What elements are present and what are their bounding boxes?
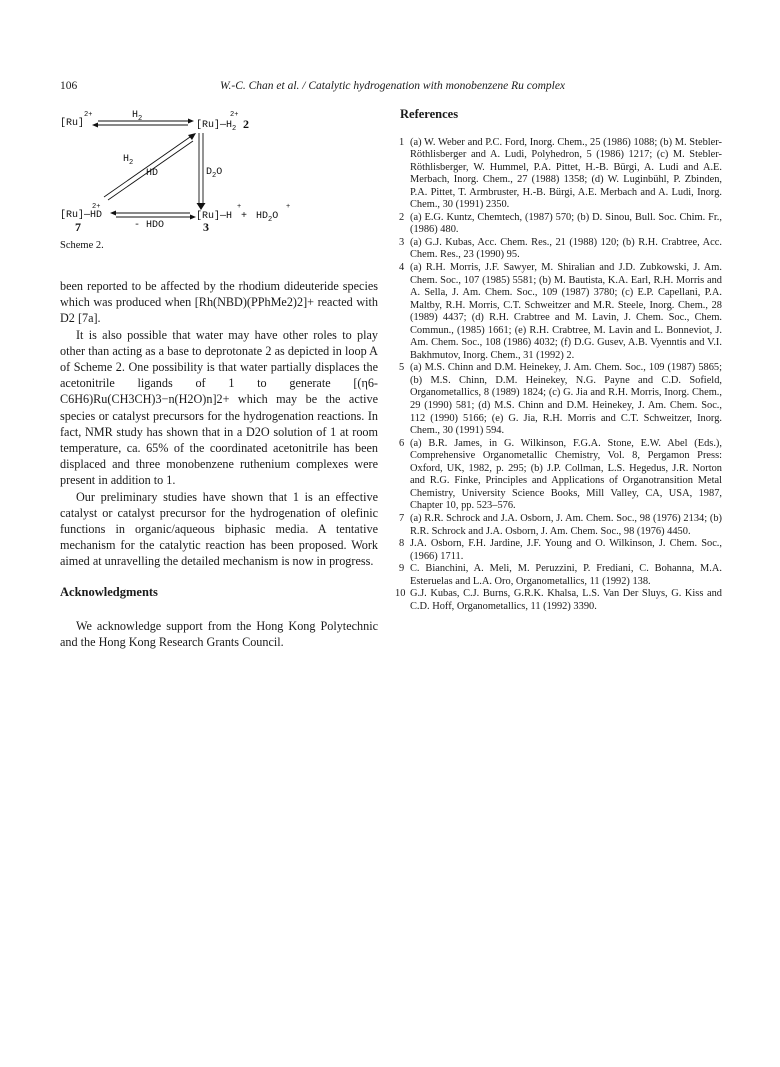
reference-text: (a) M.S. Chinn and D.M. Heinekey, J. Am. Chem. Soc., 109 (1987) 5865; (b) M.S. Chinn, D.M. Heinekey, N.G. Payne and C.D. Sofield, Organometallics, 8 (1989) 1824; (c) G. Jia and R.H. Morris, Inorg. Chem., 29 (1990) 581; (d) M.S. Chinn and D.M. Heinekey, J. Am. Chem. Soc., 112 (1990) 5166; (e) G. Jia, R.H. Morris and C.T. Schweitzer, Inorg. Chem., 30 (1991) 594. [410, 362, 722, 437]
ru-h-label: [Ru]—H [196, 211, 233, 222]
ru-label: [Ru] [60, 118, 85, 129]
charge-label: + [237, 203, 242, 211]
charge-label: + [286, 203, 291, 211]
reference-item [400, 237, 722, 262]
reference-number: 9 [399, 563, 405, 575]
top-equilibrium-arrow [92, 119, 194, 128]
reference-number: 5 [399, 362, 405, 374]
reference-number: 3 [399, 236, 405, 248]
scheme-caption: Scheme 2. [60, 240, 104, 251]
references-column [395, 107, 722, 613]
reference-text: (a) R.H. Morris, J.F. Sawyer, M. Shiralian and J.D. Zubkowski, J. Am. Chem. Soc., 107 (1985) 5581; (b) M. Bautista, K.A. Earl, R.H. Morris and A. Sella, J. Am. Chem. Soc., 109 (1987) 3780; (c) E.P. Capellani, P.A. Maltby, R.H. Morris, C.T. Schweitzer and M.R. Steele, Inorg. Chem., 28 (1989) 4437; (d) R.H. Crabtree and M. Lavin, J. Chem. Soc., Chem. Commun., (1985) 1661; (e) R.H. Crabtree, M. Lavin and L. Bonneviot, J. Am. Chem. Soc., 108 (1986) 4032; (f) D.G. Gusev, A.B. Vyenntis and V.I. Bakhmutov, Inorg. Chem., 31 (1992) 2. [410, 262, 722, 361]
reference-text: (a) R.R. Schrock and J.A. Osborn, J. Am. Chem. Soc., 98 (1976) 2134; (b) R.R. Schrock and J.A. Osborn, J. Am. Chem. Soc., 98 (1976) 4450. [410, 512, 722, 537]
body-paragraph: Our preliminary studies have shown that 1 is an effective catalyst or catalyst precursor for the hydrogenation of olefinic functions in organic/aqueous biphasic media. A tentative mechanism for the catalytic reaction has been proposed. Work aimed at unravelling the detailed mechanism is now in progress. [60, 489, 378, 569]
reference-number: 6 [399, 437, 405, 449]
reference-number: 10 [395, 588, 406, 600]
h2-label: $H_2$ [132, 110, 143, 123]
reference-item [400, 438, 722, 513]
hd2o-label: $HD_2O$ [256, 211, 279, 224]
body-text-column [60, 278, 378, 650]
scheme-2-diagram [60, 107, 380, 257]
body-paragraph: been reported to be affected by the rhodium dideuteride species which was produced when [Rh(NBD)(PPhMe2)2]+ reacted with D2 [7a]. [60, 279, 378, 326]
ru-h-complex [196, 203, 290, 234]
reference-item [400, 362, 722, 437]
reference-text: J.A. Osborn, F.H. Jardine, J.F. Young and O. Wilkinson, J. Chem. Soc., (1966) 1711. [410, 538, 722, 562]
reference-item [400, 538, 722, 563]
compound-number-2: 2 [243, 117, 249, 131]
vertical-arrow [197, 133, 206, 210]
diagonal-arrow [104, 133, 196, 200]
acknowledgments-heading: Acknowledgments [60, 584, 158, 599]
reference-number: 8 [399, 538, 405, 550]
reference-text: G.J. Kubas, C.J. Burns, G.R.K. Khalsa, L.S. Van Der Sluys, G. Kiss and C.D. Hoff, Organometallics, 11 (1992) 3390. [410, 588, 722, 612]
reference-item [400, 212, 722, 237]
reference-number: 1 [399, 136, 405, 148]
bottom-equilibrium-arrow [110, 211, 196, 220]
reference-number: 4 [399, 262, 405, 274]
compound-number-7: 7 [75, 220, 81, 234]
reference-text: C. Bianchini, A. Meli, M. Peruzzini, P. Frediani, C. Bohanna, M.A. Esteruelas and L.A. Oro, Organometallics, 11 (1992) 138. [410, 563, 722, 587]
page-number: 106 [60, 80, 78, 92]
reference-item [400, 513, 722, 538]
reference-text: (a) G.J. Kubas, Acc. Chem. Res., 21 (1988) 120; (b) R.H. Crabtree, Acc. Chem. Res., 23 (1990) 95. [410, 236, 722, 261]
reference-item [400, 563, 722, 588]
reference-item [400, 262, 722, 362]
reference-number: 2 [399, 211, 405, 223]
reference-number: 7 [399, 512, 405, 524]
h2-diag-label: $H_2$ [123, 154, 134, 167]
running-title: W.-C. Chan et al. / Catalytic hydrogenation with monobenzene Ru complex [219, 80, 566, 92]
page-header [60, 80, 725, 96]
reference-item [395, 588, 722, 613]
charge-label: 2+ [230, 111, 239, 119]
reference-item [400, 137, 722, 212]
charge-label: 2+ [92, 203, 101, 211]
reference-text: (a) W. Weber and P.C. Ford, Inorg. Chem., 25 (1986) 1088; (b) M. Stebler-Röthlisberger and A. Ludi, Polyhedron, 5 (1986) 1217; (c) M. Stebler-Röthlisberger, W. Hummel, P.A. Pittet, H.-B. Bürgi, A. Ludi and A.E. Merbach, Inorg. Chem., 27 (1988) 1358; (d) W. Luginbühl, P. Zbinden, P.A. Pittet, T. Armbruster, H.-B. Bürgi, A.E. Merbach and A. Ludi, Inorg. Chem., 30 (1991) 2350. [410, 136, 722, 211]
references-heading: References [400, 107, 459, 121]
acknowledgments-text: We acknowledge support from the Hong Kong Polytechnic and the Hong Kong Research Grants Council. [60, 618, 378, 650]
ru-hd-label: [Ru]—HD [60, 210, 103, 221]
top-left-complex [60, 111, 92, 129]
reference-text: (a) E.G. Kuntz, Chemtech, (1987) 570; (b) D. Sinou, Bull. Soc. Chim. Fr., (1986) 480. [410, 211, 722, 236]
charge-label: 2+ [84, 111, 93, 119]
ru-hd-complex [60, 203, 102, 234]
reference-text: (a) B.R. James, in G. Wilkinson, F.G.A. Stone, E.W. Abel (Eds.), Comprehensive Organometallic Chemistry, Vol. 8, Pergamon Press: Oxford, UK, 1982, p. 295; (b) J.P. Collman, L.S. Hegedus, J.R. Norton and R.G. Finke, Principles and Applications of Organotransition Metal Chemistry, University Science Books, Mill Valley, CA, USA, 1987, Chapter 10, pp. 523–576. [410, 437, 722, 512]
hd-diag-label: HD [146, 168, 159, 179]
d2o-label: $D_2O$ [206, 167, 223, 180]
compound-number-3: 3 [203, 220, 209, 234]
ru-h2-label: $[Ru]—H_2$ [196, 120, 237, 133]
minus-hdo-label: - HDO [134, 220, 165, 231]
plus-sign: + [241, 211, 248, 222]
body-paragraph: It is also possible that water may have other roles to play other than acting as a base to deprotonate 2 as depicted in loop A of Scheme 2. One possibility is that water partially displaces the acetonitrile ligands of 1 to generate [(η6-C6H6)Ru(CH3CH)3−n(H2O)n]2+ which may be the active species or catalyst precursors for the hydrogenation reactions. In fact, NMR study has shown that in a D2O solution of 1 at room temperature, ca. 65% of the coordinated acetonitrile has been displaced and three monobenzene ruthenium complexes were present in addition to 1. [60, 327, 378, 488]
ru-h2-complex [196, 111, 249, 133]
